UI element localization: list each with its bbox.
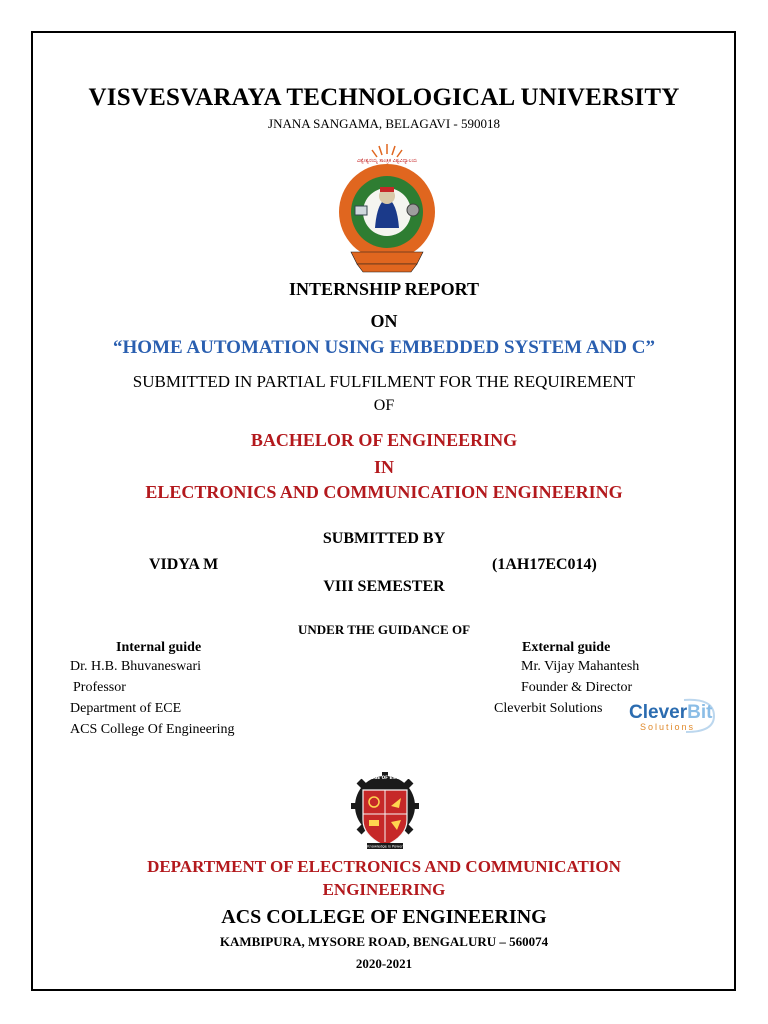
acs-logo-top-text: ACS COLLEGE OF ENGINEERING: [348, 775, 422, 780]
student-usn: (1AH17EC014): [492, 556, 597, 573]
project-title: “HOME AUTOMATION USING EMBEDDED SYSTEM AND C”: [113, 337, 655, 358]
college-address: KAMBIPURA, MYSORE ROAD, BENGALURU – 560074: [219, 934, 549, 949]
guidance-heading: UNDER THE GUIDANCE OF: [297, 622, 471, 637]
department-line-2: ENGINEERING: [322, 880, 446, 899]
university-name: VISVESVARAYA TECHNOLOGICAL UNIVERSITY: [88, 84, 680, 111]
submission-of: OF: [373, 397, 395, 414]
university-seal-logo: [337, 140, 437, 275]
student-name: VIDYA M: [149, 556, 219, 573]
external-guide-designation: Founder & Director: [521, 680, 633, 695]
report-type: INTERNSHIP REPORT: [289, 279, 479, 299]
acs-college-logo: [345, 770, 425, 852]
internal-guide-department: Department of ECE: [70, 701, 182, 716]
cleverbit-logo-subtext: Solutions: [640, 722, 696, 732]
external-guide-name: Mr. Vijay Mahantesh: [521, 659, 640, 674]
report-on: ON: [370, 311, 398, 331]
cleverbit-logo-text-bit: Bit: [687, 702, 713, 723]
internal-guide-label: Internal guide: [116, 640, 202, 655]
svg-text:CleverBit: [629, 702, 713, 723]
external-guide-label: External guide: [522, 640, 611, 655]
student-semester: VIII SEMESTER: [323, 578, 445, 595]
seal-kannada-text: ವಿಶ್ವೇಶ್ವರಯ್ಯ ತಾಂತ್ರಿಕ ವಿಶ್ವವಿದ್ಯಾಲಯ: [356, 158, 418, 164]
internal-guide-designation: Professor: [73, 680, 126, 695]
department-line-1: DEPARTMENT OF ELECTRONICS AND COMMUNICATION: [147, 857, 621, 876]
external-guide-company: Cleverbit Solutions: [494, 701, 603, 716]
submission-statement: SUBMITTED IN PARTIAL FULFILMENT FOR THE REQUIREMENT: [132, 372, 636, 391]
cleverbit-logo-text-clever: Clever: [629, 702, 688, 723]
university-address: JNANA SANGAMA, BELAGAVI - 590018: [268, 116, 500, 131]
cleverbit-logo: [626, 696, 718, 736]
submitted-by-heading: SUBMITTED BY: [322, 530, 446, 547]
degree-name: BACHELOR OF ENGINEERING: [250, 430, 518, 450]
college-name: ACS COLLEGE OF ENGINEERING: [221, 906, 547, 928]
degree-in: IN: [373, 457, 394, 477]
acs-logo-bottom-text: Knowledge is Power: [367, 844, 403, 849]
academic-year: 2020-2021: [355, 956, 413, 971]
degree-branch: ELECTRONICS AND COMMUNICATION ENGINEERING: [145, 482, 623, 502]
internal-guide-institution: ACS College Of Engineering: [70, 722, 235, 737]
internal-guide-name: Dr. H.B. Bhuvaneswari: [70, 659, 202, 674]
